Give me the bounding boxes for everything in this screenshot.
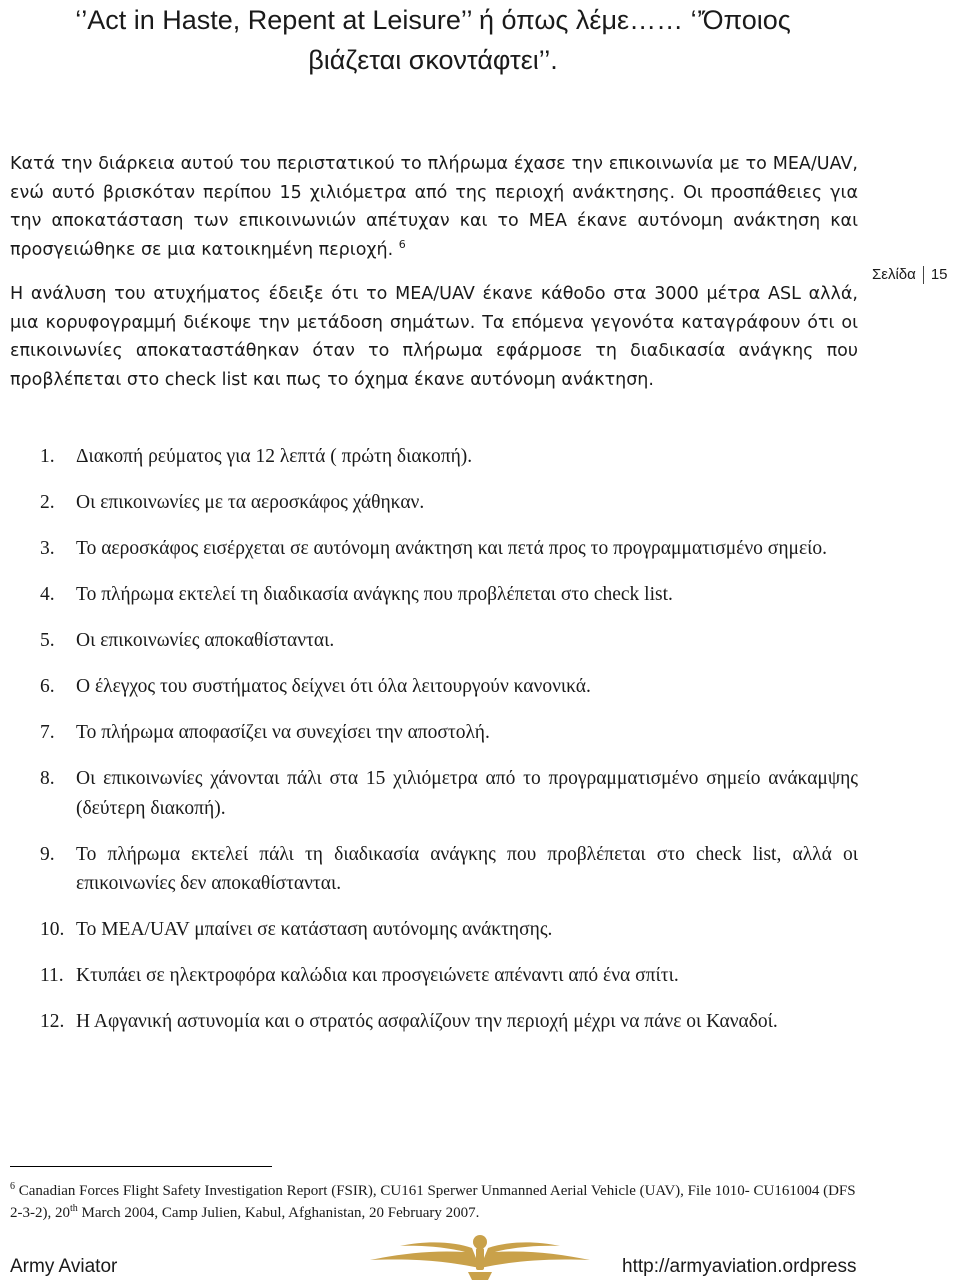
army-aviation-wings-logo (330, 1228, 630, 1282)
body-paragraph-1 (10, 150, 858, 264)
events-list (40, 442, 858, 1053)
event-number: 11. (40, 965, 64, 986)
document-header (28, 0, 838, 80)
event-text: Η Αφγανική αστυνομία και ο στρατός ασφαλίζουν την περιοχή μέχρι να πάνε οι Καναδοί. (76, 1011, 778, 1032)
page-number-label: Σελίδα (872, 266, 916, 283)
page-number-divider (923, 266, 924, 284)
event-item (40, 718, 858, 748)
event-number: 6. (40, 676, 55, 697)
footer-left-text: Army Aviator (10, 1256, 118, 1277)
event-item (40, 764, 858, 823)
event-number: 12. (40, 1011, 65, 1032)
body-paragraph-2: Η ανάλυση του ατυχήματος έδειξε ότι το ΜΕΑ/UAV έκανε κάθοδο στα 3000 μέτρα ASL αλλά, μια κορυφογραμμή διέκοψε την μετάδοση σημάτων. Τα επόμενα γεγονότα καταγράφουν ότι οι επικοινωνίες αποκαταστάθηκαν όταν το πλήρωμα εφάρμοσε τη διαδικασία ανάγκης που προβλέπεται στο check list και πως το όχημα έκανε αυτόνομη ανάκτηση. (10, 284, 858, 390)
footnote (10, 1180, 858, 1224)
event-item (40, 915, 858, 945)
event-text: Το ΜΕΑ/UAV μπαίνει σε κατάσταση αυτόνομης ανάκτησης. (76, 919, 553, 940)
event-number: 7. (40, 722, 55, 743)
event-text: Οι επικοινωνίες αποκαθίστανται. (76, 630, 335, 651)
event-item (40, 1007, 858, 1037)
event-text: Διακοπή ρεύματος για 12 λεπτά ( πρώτη διακοπή). (76, 446, 473, 467)
event-item (40, 442, 858, 472)
event-item (40, 488, 858, 518)
event-text: Το πλήρωμα εκτελεί πάλι τη διαδικασία ανάγκης που προβλέπεται στο check list, αλλά οι επικοινωνίες δεν αποκαθίστανται. (76, 843, 858, 894)
event-text: Οι επικοινωνίες με τα αεροσκάφος χάθηκαν. (76, 492, 425, 513)
event-text: Οι επικοινωνίες χάνονται πάλι στα 15 χιλιόμετρα από το προγραμματισμένο σημείο ανάκαμψης (δεύτερη διακοπή). (76, 768, 858, 819)
paragraph-1-text: Κατά την διάρκεια αυτού του περιστατικού το πλήρωμα έχασε την επικοινωνία με το ΜΕΑ/UAV, ενώ αυτό βρισκόταν περίπου 15 χιλιόμετρα από της περιοχή ανάκτησης. Οι προσπάθειες για την αποκατάσταση των επικοινωνιών απέτυχαν και το ΜΕΑ έκανε αυτόνομη ανάκτηση και προσγειώθηκε σε μια κατοικημένη περιοχή. (10, 154, 858, 260)
header-line-2: βιάζεται σκοντάφτει’’. (308, 45, 558, 75)
header-line-1: ‘’Act in Haste, Repent at Leisure’’ ή όπως λέμε…… ‘’Όποιος (75, 5, 791, 35)
event-item (40, 626, 858, 656)
event-text: Το αεροσκάφος εισέρχεται σε αυτόνομη ανάκτηση και πετά προς το προγραμματισμένο σημείο. (76, 538, 828, 559)
event-number: 8. (40, 768, 55, 789)
event-item (40, 672, 858, 702)
footnote-sup: th (70, 1203, 78, 1214)
event-number: 10. (40, 919, 65, 940)
footnote-separator (10, 1166, 272, 1167)
footer-url[interactable]: http://armyaviation.ordpress (622, 1256, 857, 1277)
event-number: 2. (40, 492, 55, 513)
event-number: 3. (40, 538, 55, 559)
event-item (40, 534, 858, 564)
page-number (872, 266, 948, 284)
event-text: Το πλήρωμα αποφασίζει να συνεχίσει την αποστολή. (76, 722, 490, 743)
event-text: Το πλήρωμα εκτελεί τη διαδικασία ανάγκης που προβλέπεται στο check list. (76, 584, 673, 605)
event-text: Κτυπάει σε ηλεκτροφόρα καλώδια και προσγειώνετε απέναντι από ένα σπίτι. (76, 965, 679, 986)
event-item (40, 580, 858, 610)
footnote-text-b: March 2004, Camp Julien, Kabul, Afghanistan, 20 February 2007. (77, 1205, 480, 1221)
page-number-value: 15 (930, 266, 948, 283)
event-number: 1. (40, 446, 55, 467)
event-item (40, 840, 858, 899)
event-number: 4. (40, 584, 55, 605)
footnote-reference[interactable]: 6 (398, 237, 406, 251)
footnote-mark: 6 (10, 1181, 15, 1192)
event-number: 9. (40, 843, 55, 865)
event-item (40, 961, 858, 991)
page-footer (0, 1228, 960, 1282)
event-text: Ο έλεγχος του συστήματος δείχνει ότι όλα λειτουργούν κανονικά. (76, 676, 591, 697)
footnote-text-a: Canadian Forces Flight Safety Investigation Report (FSIR), CU161 Sperwer Unmanned Aerial Vehicle (UAV), File 1010- CU161004 (DFS 2-3-2), 20 (10, 1183, 856, 1221)
event-number: 5. (40, 630, 55, 651)
